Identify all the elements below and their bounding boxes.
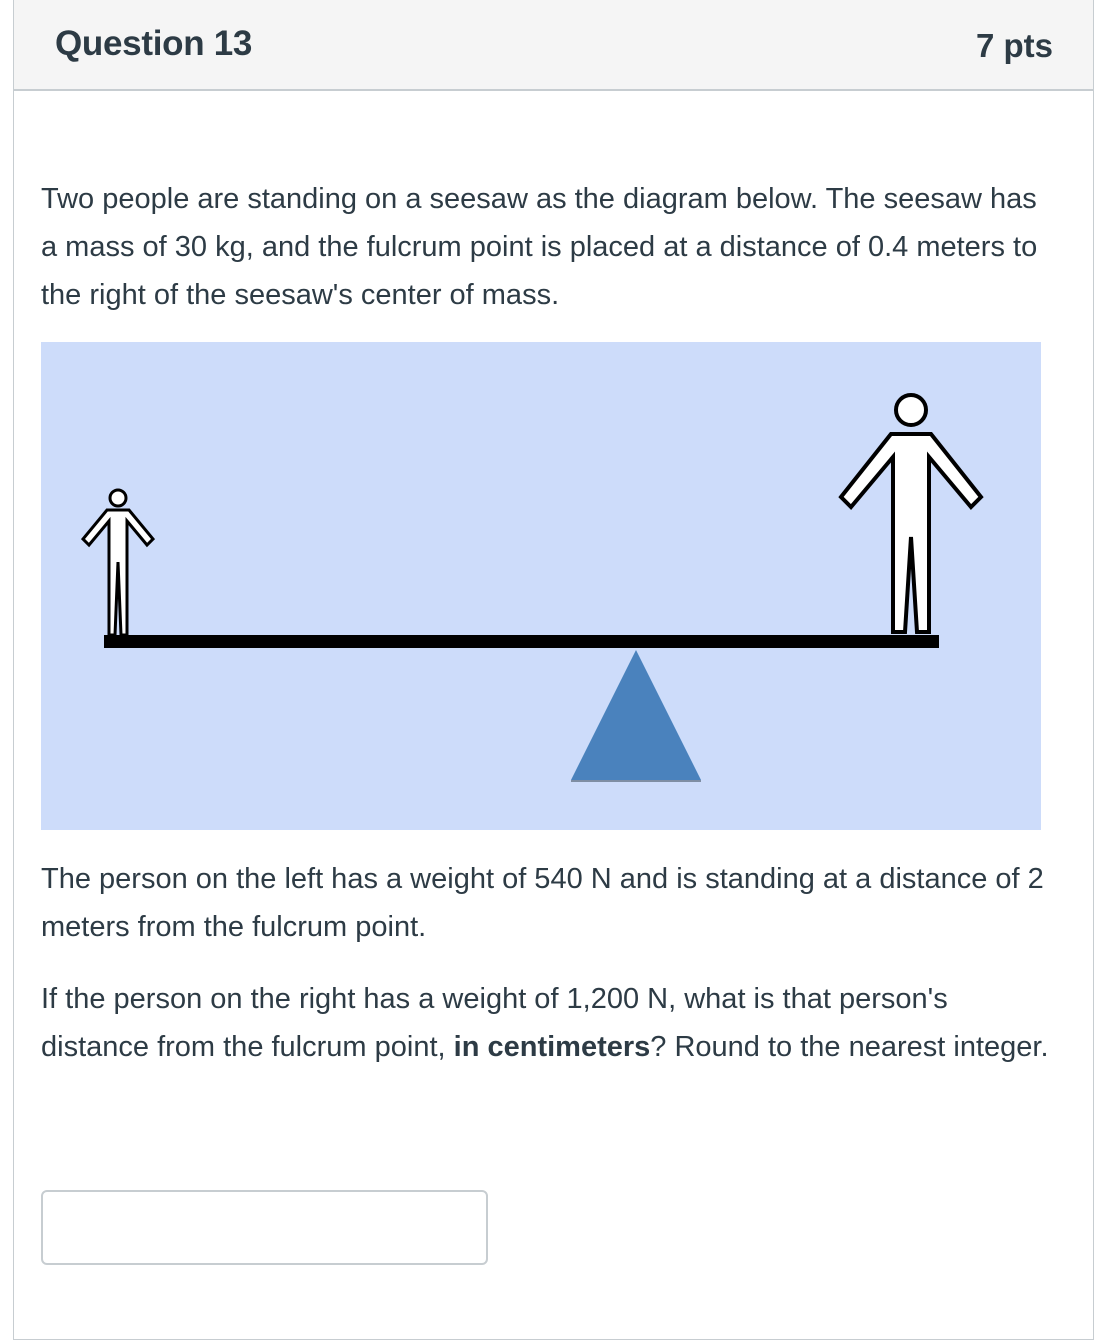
question-header: [14, 0, 1093, 91]
question-intro-text: Two people are standing on a seesaw as the diagram below. The seesaw has a mass of 30 kg, and the fulcrum point is placed at a distance of 0.4 meters to the right of the seesaw's center of mass.: [41, 183, 1038, 311]
seesaw-diagram: [41, 342, 1041, 830]
question-title: Question 13: [55, 24, 253, 63]
question-points: 7 pts: [975, 27, 1053, 64]
seesaw-beam: [104, 635, 939, 648]
prompt-part-2: ? Round to the nearest integer.: [650, 1031, 1049, 1063]
left-person-text: The person on the left has a weight of 540 N and is standing at a distance of 2 meters from the fulcrum point.: [41, 863, 1044, 943]
question-prompt-text: [41, 975, 1051, 1071]
prompt-emphasis: in centimeters: [453, 1031, 651, 1063]
answer-input[interactable]: [41, 1190, 488, 1265]
prompt-part-1: If the person on the right has a weight of 1,200 N, what is that person's distance from the fulcrum point,: [41, 983, 948, 1063]
